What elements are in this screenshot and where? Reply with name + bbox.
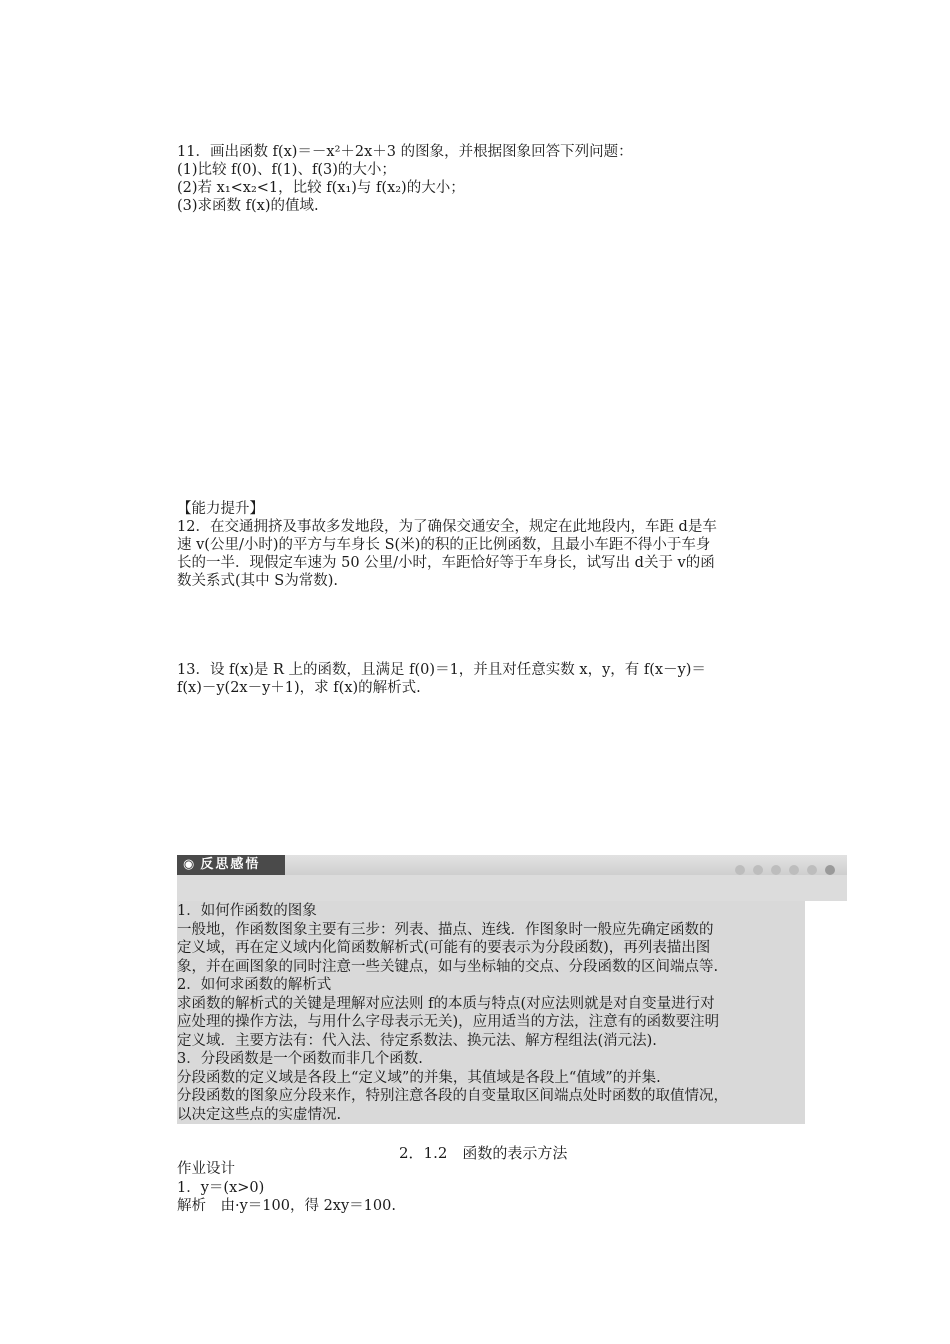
reflection-line: 2．如何求函数的解析式 xyxy=(177,977,332,993)
dot-icon xyxy=(807,865,817,875)
q11-line: (2)若 x₁<x₂<1，比较 f(x₁)与 f(x₂)的大小； xyxy=(177,180,465,196)
reflection-line: 1．如何作函数的图象 xyxy=(177,903,317,919)
reflection-label xyxy=(177,855,285,875)
dot-icon xyxy=(789,865,799,875)
answers-section xyxy=(177,1160,396,1216)
q11-line: 11．画出函数 f(x)＝－x²＋2x＋3 的图象，并根据图象回答下列问题： xyxy=(177,144,633,160)
q13-line: 13．设 f(x)是 R 上的函数，且满足 f(0)＝1，并且对任意实数 x，y，有 f(x－y)＝ xyxy=(177,662,706,678)
reflection-line: 分段函数的定义域是各段上“定义域”的并集，其值域是各段上“值域”的并集. xyxy=(177,1069,661,1086)
ability-section xyxy=(177,500,817,590)
dot-icon xyxy=(735,865,745,875)
reflection-strip xyxy=(177,875,847,901)
q12-line: 速 v(公里/小时)的平方与车身长 S(米)的积的正比例函数，且最小车距不得小于车身 xyxy=(177,537,711,553)
reflection-line: 以决定这些点的实虚情况. xyxy=(177,1106,342,1123)
reflection-line: 3．分段函数是一个函数而非几个函数. xyxy=(177,1051,423,1067)
reflection-line: 定义域．主要方法有：代入法、待定系数法、换元法、解方程组法(消元法). xyxy=(177,1032,657,1049)
reflection-line: 象，并在画图象的同时注意一些关键点，如与坐标轴的交点、分段函数的区间端点等. xyxy=(177,958,719,975)
section-title: 2．1.2 函数的表示方法 xyxy=(399,1144,568,1162)
q12-line: 12．在交通拥挤及事故多发地段，为了确保交通安全，规定在此地段内，车距 d是车 xyxy=(177,519,717,535)
answer-line: 解析 由·y＝100，得 2xy＝100. xyxy=(177,1198,396,1214)
ability-heading: 【能力提升】 xyxy=(177,501,264,517)
q11-line: (1)比较 f(0)、f(1)、f(3)的大小； xyxy=(177,162,396,178)
question-13 xyxy=(177,661,817,697)
dot-icon xyxy=(753,865,763,875)
dot-icon xyxy=(825,865,835,875)
reflection-line: 一般地，作函数图象主要有三步：列表、描点、连线．作图象时一般应先确定函数的 xyxy=(177,921,714,938)
q11-line: (3)求函数 f(x)的值域. xyxy=(177,198,319,214)
question-11 xyxy=(177,143,817,215)
circle-dot-icon: ◉ xyxy=(183,857,197,872)
answer-line: 作业设计 xyxy=(177,1161,235,1177)
reflection-line: 应处理的操作方法，与用什么字母表示无关)，应用适当的方法，注意有的函数要注明 xyxy=(177,1014,720,1030)
answer-line: 1．y＝(x>0) xyxy=(177,1179,265,1196)
q13-line: f(x)－y(2x－y＋1)，求 f(x)的解析式. xyxy=(177,680,421,696)
reflection-label-text: 反思感悟 xyxy=(200,857,261,872)
reflection-line: 定义域，再在定义域内化简函数解析式(可能有的要表示为分段函数)，再列表描出图 xyxy=(177,940,711,956)
reflection-body xyxy=(177,901,805,1124)
q12-line: 数关系式(其中 S为常数). xyxy=(177,573,338,589)
dot-icon xyxy=(771,865,781,875)
reflection-header-bar xyxy=(177,855,847,875)
reflection-line: 求函数的解析式的关键是理解对应法则 f的本质与特点(对应法则就是对自变量进行对 xyxy=(177,995,715,1012)
q12-line: 长的一半．现假定车速为 50 公里/小时，车距恰好等于车身长，试写出 d关于 v的函 xyxy=(177,555,715,571)
reflection-line: 分段函数的图象应分段来作，特别注意各段的自变量取区间端点处时函数的取值情况， xyxy=(177,1088,728,1104)
